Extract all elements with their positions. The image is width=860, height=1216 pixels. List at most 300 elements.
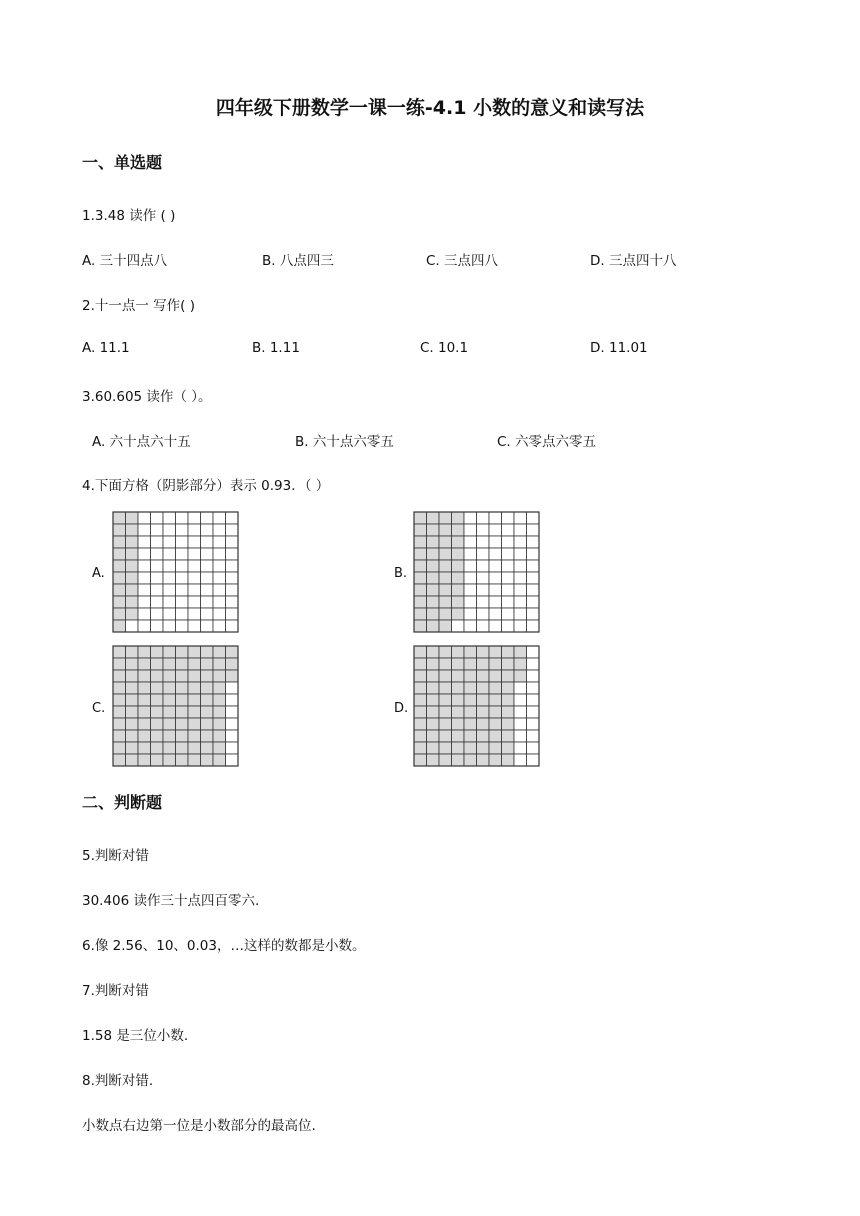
grid-cell-shaded: [113, 560, 126, 572]
grid-cell-shaded: [452, 682, 465, 694]
grid-cell-shaded: [464, 658, 477, 670]
q4-option-b-label[interactable]: B.: [394, 566, 408, 581]
grid-cell-shaded: [126, 682, 139, 694]
grid-cell: [477, 584, 490, 596]
grid-cell-shaded: [151, 646, 164, 658]
grid-cell: [188, 524, 201, 536]
grid-cell: [514, 548, 527, 560]
grid-cell: [151, 524, 164, 536]
grid-cell: [489, 560, 502, 572]
grid-cell: [163, 596, 176, 608]
q1-option-d[interactable]: D. 三点四十八: [590, 253, 677, 269]
grid-cell-shaded: [427, 718, 440, 730]
grid-cell-shaded: [464, 706, 477, 718]
grid-cell-shaded: [126, 730, 139, 742]
q3-option-b[interactable]: B. 六十点六零五: [295, 434, 394, 450]
grid-cell-shaded: [188, 754, 201, 766]
grid-cell: [502, 560, 515, 572]
grid-cell: [527, 512, 540, 524]
grid-cell: [213, 524, 226, 536]
grid-cell-shaded: [163, 694, 176, 706]
grid-cell: [213, 560, 226, 572]
grid-cell-shaded: [414, 670, 427, 682]
grid-cell-shaded: [502, 694, 515, 706]
grid-cell: [464, 620, 477, 632]
grid-cell: [226, 536, 239, 548]
grid-cell-shaded: [201, 682, 214, 694]
grid-cell-shaded: [477, 682, 490, 694]
grid-cell-shaded: [151, 718, 164, 730]
grid-cell: [176, 572, 189, 584]
grid-cell: [188, 584, 201, 596]
grid-cell-shaded: [439, 754, 452, 766]
grid-cell-shaded: [452, 584, 465, 596]
grid-cell: [514, 584, 527, 596]
grid-cell-shaded: [489, 730, 502, 742]
grid-cell: [527, 694, 540, 706]
grid-cell: [514, 512, 527, 524]
grid-cell: [464, 524, 477, 536]
grid-cell: [226, 560, 239, 572]
grid-cell-shaded: [188, 670, 201, 682]
grid-cell-shaded: [414, 560, 427, 572]
grid-cell: [527, 682, 540, 694]
grid-cell: [138, 536, 151, 548]
grid-cell: [201, 584, 214, 596]
grid-cell: [477, 608, 490, 620]
grid-cell-shaded: [176, 682, 189, 694]
grid-cell-shaded: [163, 658, 176, 670]
grid-cell: [201, 512, 214, 524]
grid-cell: [527, 572, 540, 584]
grid-cell-shaded: [489, 742, 502, 754]
grid-cell-shaded: [138, 646, 151, 658]
grid-cell: [226, 608, 239, 620]
grid-cell: [489, 536, 502, 548]
grid-cell: [188, 512, 201, 524]
grid-cell-shaded: [176, 754, 189, 766]
grid-cell: [201, 572, 214, 584]
grid-cell: [502, 572, 515, 584]
grid-cell: [213, 584, 226, 596]
grid-cell-shaded: [439, 548, 452, 560]
grid-cell-shaded: [126, 694, 139, 706]
grid-cell-shaded: [502, 754, 515, 766]
grid-cell: [176, 548, 189, 560]
grid-cell-shaded: [439, 658, 452, 670]
grid-cell-shaded: [414, 596, 427, 608]
grid-cell-shaded: [213, 658, 226, 670]
grid-cell-shaded: [213, 694, 226, 706]
grid-cell-shaded: [113, 658, 126, 670]
grid-cell: [151, 536, 164, 548]
grid-cell-shaded: [502, 682, 515, 694]
grid-cell-shaded: [514, 658, 527, 670]
grid-cell-shaded: [489, 754, 502, 766]
grid-cell-shaded: [201, 646, 214, 658]
q4-option-a-grid[interactable]: [112, 511, 242, 634]
q4-option-b-grid[interactable]: [413, 511, 543, 634]
grid-cell-shaded: [439, 694, 452, 706]
grid-cell-shaded: [489, 718, 502, 730]
grid-cell-shaded: [489, 706, 502, 718]
grid-cell: [514, 754, 527, 766]
grid-cell-shaded: [452, 512, 465, 524]
grid-cell: [213, 596, 226, 608]
grid-cell-shaded: [464, 742, 477, 754]
grid-cell-shaded: [126, 572, 139, 584]
grid-cell: [502, 548, 515, 560]
grid-cell: [477, 620, 490, 632]
grid-cell-shaded: [464, 670, 477, 682]
grid-cell-shaded: [201, 658, 214, 670]
grid-cell: [527, 536, 540, 548]
grid-cell: [226, 524, 239, 536]
grid-cell: [138, 572, 151, 584]
grid-cell-shaded: [439, 536, 452, 548]
grid-cell: [514, 694, 527, 706]
grid-cell: [213, 512, 226, 524]
q4-option-d-grid[interactable]: [413, 645, 543, 768]
grid-cell: [527, 706, 540, 718]
grid-cell: [201, 524, 214, 536]
q3-option-a[interactable]: A. 六十点六十五: [92, 434, 191, 450]
grid-cell: [213, 572, 226, 584]
grid-cell-shaded: [414, 694, 427, 706]
grid-cell-shaded: [502, 658, 515, 670]
grid-cell-shaded: [427, 512, 440, 524]
grid-cell-shaded: [126, 524, 139, 536]
grid-cell: [138, 584, 151, 596]
grid-cell-shaded: [113, 584, 126, 596]
grid-cell: [213, 536, 226, 548]
grid-cell: [226, 694, 239, 706]
grid-cell-shaded: [414, 620, 427, 632]
grid-cell: [226, 596, 239, 608]
grid-cell-shaded: [113, 670, 126, 682]
grid-cell: [514, 560, 527, 572]
grid-cell-shaded: [427, 572, 440, 584]
grid-cell-shaded: [439, 718, 452, 730]
grid-cell-shaded: [163, 718, 176, 730]
grid-cell-shaded: [427, 608, 440, 620]
question-5-statement: 30.406 读作三十点四百零六.: [82, 893, 260, 909]
grid-cell: [502, 536, 515, 548]
grid-cell: [477, 524, 490, 536]
grid-cell-shaded: [452, 658, 465, 670]
grid-cell: [477, 572, 490, 584]
grid-cell-shaded: [452, 524, 465, 536]
grid-cell-shaded: [226, 646, 239, 658]
question-4-stem: 4.下面方格（阴影部分）表示 0.93．（ ）: [82, 478, 330, 494]
grid-cell: [163, 548, 176, 560]
grid-cell-shaded: [502, 706, 515, 718]
grid-cell-shaded: [113, 706, 126, 718]
grid-cell: [213, 548, 226, 560]
grid-cell: [188, 596, 201, 608]
grid-cell: [514, 524, 527, 536]
grid-cell-shaded: [138, 670, 151, 682]
grid-cell: [477, 536, 490, 548]
question-3-stem: 3.60.605 读作（ ）。: [82, 389, 212, 405]
grid-cell-shaded: [452, 742, 465, 754]
grid-cell-shaded: [201, 742, 214, 754]
grid-cell-shaded: [414, 512, 427, 524]
grid-cell-shaded: [113, 754, 126, 766]
q2-option-d[interactable]: D. 11.01: [590, 340, 648, 356]
grid-cell: [514, 620, 527, 632]
q2-option-c[interactable]: C. 10.1: [420, 340, 469, 356]
grid-cell-shaded: [126, 742, 139, 754]
grid-cell-shaded: [439, 742, 452, 754]
q4-option-a-label[interactable]: A.: [92, 566, 105, 581]
grid-cell: [138, 608, 151, 620]
grid-cell: [477, 560, 490, 572]
grid-cell-shaded: [427, 596, 440, 608]
grid-cell: [226, 548, 239, 560]
grid-cell-shaded: [138, 682, 151, 694]
grid-cell-shaded: [188, 742, 201, 754]
grid-cell-shaded: [138, 742, 151, 754]
grid-cell: [514, 742, 527, 754]
question-2-stem: 2.十一点一 写作( ): [82, 298, 195, 314]
grid-cell-shaded: [452, 646, 465, 658]
grid-cell: [138, 620, 151, 632]
grid-cell-shaded: [176, 718, 189, 730]
q2-option-a[interactable]: A. 11.1: [82, 340, 130, 356]
grid-cell-shaded: [138, 754, 151, 766]
q2-option-b[interactable]: B. 1.11: [252, 340, 300, 356]
grid-cell: [188, 608, 201, 620]
grid-cell: [226, 718, 239, 730]
grid-cell-shaded: [439, 596, 452, 608]
grid-cell-shaded: [427, 646, 440, 658]
grid-cell: [138, 596, 151, 608]
grid-cell-shaded: [502, 670, 515, 682]
grid-cell: [477, 512, 490, 524]
grid-cell-shaded: [452, 718, 465, 730]
grid-cell-shaded: [439, 560, 452, 572]
grid-cell: [151, 548, 164, 560]
grid-cell-shaded: [176, 670, 189, 682]
grid-cell-shaded: [414, 524, 427, 536]
grid-cell-shaded: [414, 536, 427, 548]
grid-cell-shaded: [489, 658, 502, 670]
grid-cell: [527, 730, 540, 742]
grid-cell-shaded: [452, 572, 465, 584]
grid-cell-shaded: [126, 754, 139, 766]
grid-cell-shaded: [414, 658, 427, 670]
grid-cell: [502, 512, 515, 524]
grid-cell-shaded: [113, 682, 126, 694]
grid-cell-shaded: [427, 620, 440, 632]
grid-cell-shaded: [452, 560, 465, 572]
q1-option-c[interactable]: C. 三点四八: [426, 253, 499, 269]
grid-cell-shaded: [188, 658, 201, 670]
grid-cell-shaded: [477, 670, 490, 682]
grid-cell-shaded: [414, 718, 427, 730]
grid-cell-shaded: [452, 694, 465, 706]
grid-cell-shaded: [439, 646, 452, 658]
grid-cell: [489, 596, 502, 608]
grid-cell-shaded: [126, 718, 139, 730]
grid-cell-shaded: [126, 536, 139, 548]
grid-cell-shaded: [138, 706, 151, 718]
grid-cell-shaded: [439, 670, 452, 682]
grid-cell-shaded: [452, 608, 465, 620]
grid-cell-shaded: [188, 706, 201, 718]
grid-cell: [201, 596, 214, 608]
grid-cell-shaded: [427, 584, 440, 596]
grid-cell: [527, 584, 540, 596]
grid-cell-shaded: [163, 682, 176, 694]
grid-cell: [489, 512, 502, 524]
grid-cell-shaded: [439, 682, 452, 694]
grid-cell-shaded: [439, 706, 452, 718]
grid-cell-shaded: [113, 718, 126, 730]
grid-cell-shaded: [126, 608, 139, 620]
grid-cell-shaded: [188, 646, 201, 658]
grid-cell-shaded: [113, 646, 126, 658]
grid-cell-shaded: [126, 658, 139, 670]
grid-cell: [176, 512, 189, 524]
question-8-stem: 8.判断对错.: [82, 1073, 154, 1089]
grid-cell-shaded: [188, 718, 201, 730]
grid-cell: [163, 572, 176, 584]
grid-cell-shaded: [151, 754, 164, 766]
grid-cell-shaded: [138, 718, 151, 730]
grid-cell: [514, 572, 527, 584]
grid-cell-shaded: [113, 596, 126, 608]
grid-cell-shaded: [213, 706, 226, 718]
q4-option-c-label[interactable]: C.: [92, 701, 106, 716]
grid-cell: [489, 548, 502, 560]
grid-cell: [213, 608, 226, 620]
grid-cell-shaded: [213, 718, 226, 730]
question-7-stem: 7.判断对错: [82, 983, 149, 999]
grid-cell: [527, 608, 540, 620]
grid-cell: [464, 584, 477, 596]
grid-cell: [188, 620, 201, 632]
grid-cell: [188, 536, 201, 548]
grid-cell-shaded: [477, 658, 490, 670]
grid-cell: [176, 620, 189, 632]
grid-cell-shaded: [151, 694, 164, 706]
q1-option-a[interactable]: A. 三十四点八: [82, 253, 168, 269]
grid-cell-shaded: [113, 620, 126, 632]
grid-cell: [163, 536, 176, 548]
grid-cell-shaded: [477, 718, 490, 730]
grid-cell: [226, 706, 239, 718]
grid-cell: [502, 596, 515, 608]
grid-cell: [226, 620, 239, 632]
grid-cell: [138, 524, 151, 536]
grid-cell-shaded: [514, 646, 527, 658]
grid-cell: [176, 536, 189, 548]
grid-cell: [138, 548, 151, 560]
grid-cell-shaded: [427, 524, 440, 536]
grid-cell: [176, 584, 189, 596]
grid-cell: [514, 608, 527, 620]
grid-cell-shaded: [414, 706, 427, 718]
grid-cell: [527, 754, 540, 766]
grid-cell-shaded: [213, 742, 226, 754]
grid-cell-shaded: [188, 730, 201, 742]
grid-cell: [502, 524, 515, 536]
grid-cell-shaded: [176, 730, 189, 742]
grid-cell: [226, 730, 239, 742]
grid-cell-shaded: [126, 646, 139, 658]
grid-cell-shaded: [126, 596, 139, 608]
grid-cell-shaded: [163, 754, 176, 766]
grid-cell-shaded: [113, 572, 126, 584]
grid-cell-shaded: [452, 548, 465, 560]
grid-cell-shaded: [213, 754, 226, 766]
grid-cell-shaded: [477, 730, 490, 742]
grid-cell-shaded: [414, 584, 427, 596]
grid-cell-shaded: [126, 670, 139, 682]
grid-cell-shaded: [113, 742, 126, 754]
question-8-statement: 小数点右边第一位是小数部分的最高位.: [82, 1118, 316, 1134]
q1-option-b[interactable]: B. 八点四三: [262, 253, 334, 269]
grid-cell: [151, 596, 164, 608]
grid-cell-shaded: [427, 730, 440, 742]
grid-cell: [201, 536, 214, 548]
grid-cell: [527, 548, 540, 560]
grid-cell-shaded: [427, 536, 440, 548]
grid-cell-shaded: [213, 646, 226, 658]
grid-cell-shaded: [126, 584, 139, 596]
grid-cell-shaded: [477, 754, 490, 766]
grid-cell: [514, 596, 527, 608]
grid-cell-shaded: [176, 646, 189, 658]
grid-cell: [527, 646, 540, 658]
grid-cell: [163, 608, 176, 620]
q4-option-c-grid[interactable]: [112, 645, 242, 768]
grid-cell: [151, 560, 164, 572]
grid-cell-shaded: [414, 730, 427, 742]
page-title: 四年级下册数学一课一练-4.1 小数的意义和读写法: [215, 97, 645, 119]
grid-cell-shaded: [452, 670, 465, 682]
grid-cell-shaded: [176, 706, 189, 718]
grid-cell-shaded: [464, 682, 477, 694]
grid-cell: [464, 536, 477, 548]
grid-cell-shaded: [427, 658, 440, 670]
grid-cell-shaded: [163, 730, 176, 742]
section-heading-true-false: 二、判断题: [82, 793, 163, 812]
grid-cell-shaded: [113, 694, 126, 706]
grid-cell-shaded: [176, 658, 189, 670]
grid-cell: [464, 596, 477, 608]
grid-cell: [514, 682, 527, 694]
grid-cell: [151, 584, 164, 596]
grid-cell: [502, 620, 515, 632]
grid-cell-shaded: [213, 682, 226, 694]
grid-cell-shaded: [427, 694, 440, 706]
grid-cell: [138, 512, 151, 524]
grid-cell: [201, 608, 214, 620]
grid-cell-shaded: [113, 536, 126, 548]
section-heading-single-choice: 一、单选题: [82, 153, 163, 172]
grid-cell-shaded: [464, 730, 477, 742]
q3-option-c[interactable]: C. 六零点六零五: [497, 434, 597, 450]
grid-cell-shaded: [439, 512, 452, 524]
grid-cell: [176, 596, 189, 608]
grid-cell-shaded: [126, 512, 139, 524]
grid-cell-shaded: [414, 742, 427, 754]
q4-option-d-label[interactable]: D.: [394, 701, 409, 716]
grid-cell-shaded: [163, 706, 176, 718]
